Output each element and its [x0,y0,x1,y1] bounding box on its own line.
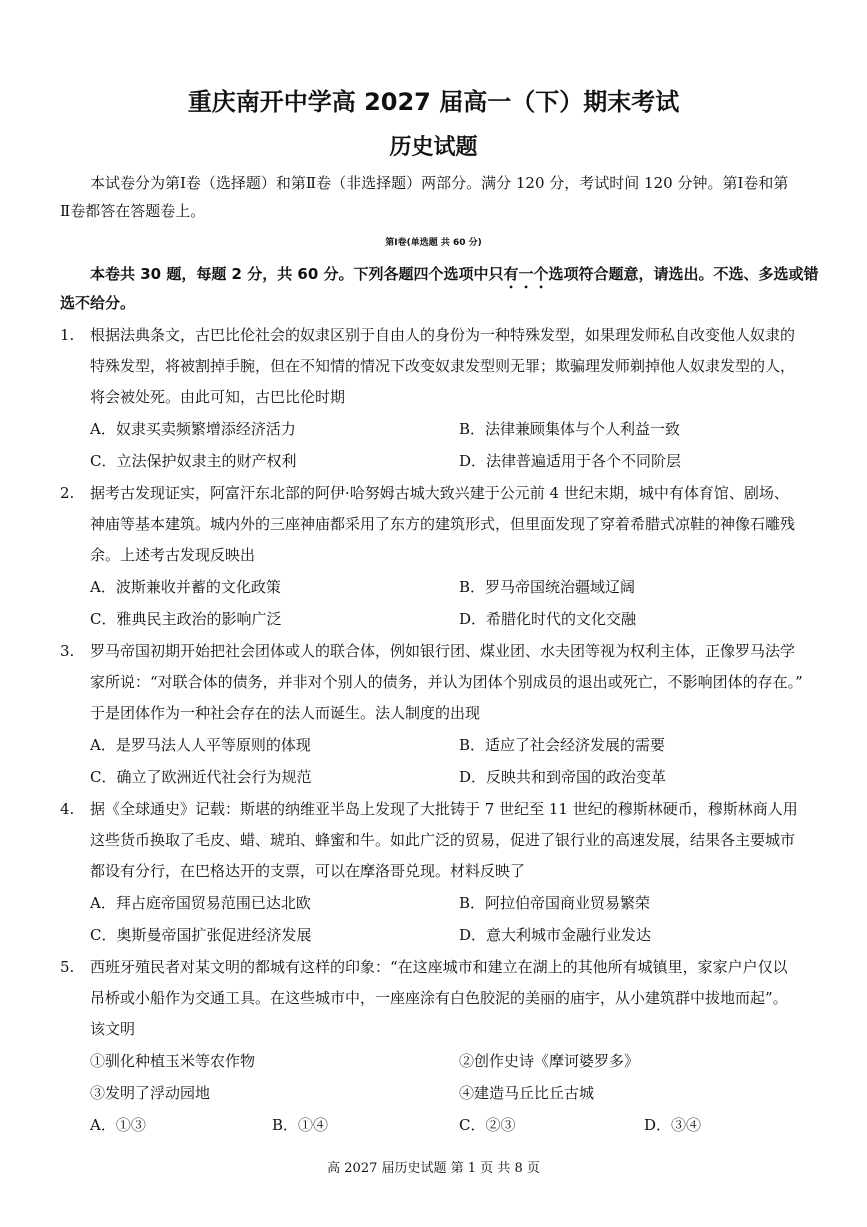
option-b: B．法律兼顾集体与个人利益一致 [459,420,681,438]
page-footer: 高 2027 届历史试题 第 1 页 共 8 页 [327,1161,540,1176]
statement-2: ②创作史诗《摩诃婆罗多》 [459,1052,640,1070]
option-a: A．①③ [90,1116,146,1134]
option-d: D．法律普遍适用于各个不同阶层 [459,452,682,470]
option-d: D．希腊化时代的文化交融 [459,610,637,628]
question-stem-line: 将会被处死。由此可知，古巴比伦时期 [90,388,346,406]
option-c: C．②③ [459,1116,516,1134]
question-stem-line: 西班牙殖民者对某文明的都城有这样的印象：“在这座城市和建立在湖上的其他所有城镇里，家家户户仅以 [90,958,788,976]
statement-1: ①驯化种植玉米等农作物 [90,1052,256,1070]
option-c: C．雅典民主政治的影响广泛 [90,610,282,628]
question-stem-line: 余。上述考古发现反映出 [90,546,256,564]
page-subtitle: 历史试题 [389,135,478,160]
option-b: B．罗马帝国统治疆域辽阔 [459,578,636,596]
statement-4: ④建造马丘比丘古城 [459,1084,595,1102]
option-b: B．阿拉伯帝国商业贸易繁荣 [459,894,651,912]
instructions-line-1 [90,264,819,292]
question-stem-line: 特殊发型，将被割掉手腕，但在不知情的情况下改变奴隶发型则无罪；欺骗理发师剃掉他人奴隶发型的人， [90,357,796,375]
question-number: 4. [60,800,75,818]
option-d: D．反映共和到帝国的政治变革 [459,768,667,786]
option-d: D．③④ [644,1116,702,1134]
option-d: D．意大利城市金融行业发达 [459,926,652,944]
section-header: 第Ⅰ卷(单选题 共 60 分) [385,238,482,248]
question-stem-line: 据《全球通史》记载：斯堪的纳维亚半岛上发现了大批铸于 7 世纪至 11 世纪的穆斯林硬币，穆斯林商人用 [90,800,798,818]
intro-line-2: Ⅱ卷都答在答题卷上。 [60,202,206,220]
option-b: B．①④ [272,1116,329,1134]
option-a: A．是罗马法人人平等原则的体现 [90,736,311,754]
option-a: A．奴隶买卖频繁增添经济活力 [90,420,296,438]
instructions-text-a: 本卷共 30 题，每题 2 分，共 60 分。下列各题四个选项中只 [90,265,504,283]
option-a: A．拜占庭帝国贸易范围已达北欧 [90,894,311,912]
question-stem-line: 罗马帝国初期开始把社会团体或人的联合体，例如银行团、煤业团、水夫团等视为权利主体，正像罗马法学 [90,642,796,660]
question-stem-line: 这些货币换取了毛皮、蜡、琥珀、蜂蜜和牛。如此广泛的贸易，促进了银行业的高速发展，结果各主要城市 [90,831,796,849]
instructions-line-2: 选不给分。 [60,294,136,312]
instructions-emphasis: 有一个 [503,265,549,283]
option-c: C．立法保护奴隶主的财产权利 [90,452,297,470]
intro-line-1: 本试卷分为第Ⅰ卷（选择题）和第Ⅱ卷（非选择题）两部分。满分 120 分，考试时间 120 分钟。第Ⅰ卷和第 [90,174,789,192]
option-c: C．奥斯曼帝国扩张促进经济发展 [90,926,312,944]
instructions-text-b: 选项符合题意，请选出。不选、多选或错 [548,265,819,283]
question-stem-line: 神庙等基本建筑。城内外的三座神庙都采用了东方的建筑形式，但里面发现了穿着希腊式凉鞋的神像石雕残 [90,515,796,533]
question-stem-line: 该文明 [90,1020,136,1038]
question-number: 3. [60,642,75,660]
question-number: 5. [60,958,75,976]
option-c: C．确立了欧洲近代社会行为规范 [90,768,312,786]
page-title: 重庆南开中学高 2027 届高一（下）期末考试 [187,88,680,116]
statement-3: ③发明了浮动园地 [90,1084,211,1102]
option-a: A．波斯兼收并蓄的文化政策 [90,578,281,596]
question-number: 1. [60,326,75,344]
option-b: B．适应了社会经济发展的需要 [459,736,666,754]
question-number: 2. [60,484,75,502]
question-stem-line: 于是团体作为一种社会存在的法人而诞生。法人制度的出现 [90,704,481,722]
question-stem-line: 都设有分行，在巴格达开的支票，可以在摩洛哥兑现。材料反映了 [90,862,526,880]
question-stem-line: 根据法典条文，古巴比伦社会的奴隶区别于自由人的身份为一种特殊发型，如果理发师私自改变他人奴隶的 [90,326,796,344]
question-stem-line: 吊桥或小船作为交通工具。在这些城市中，一座座涂有白色胶泥的美丽的庙宇，从小建筑群中拔地而起”。 [90,989,788,1007]
question-stem-line: 家所说：“对联合体的债务，并非对个别人的债务，并认为团体个别成员的退出或死亡，不影响团体的存在。” [90,673,803,691]
question-stem-line: 据考古发现证实，阿富汗东北部的阿伊·哈努姆古城大致兴建于公元前 4 世纪末期，城中有体育馆、剧场、 [90,484,789,502]
